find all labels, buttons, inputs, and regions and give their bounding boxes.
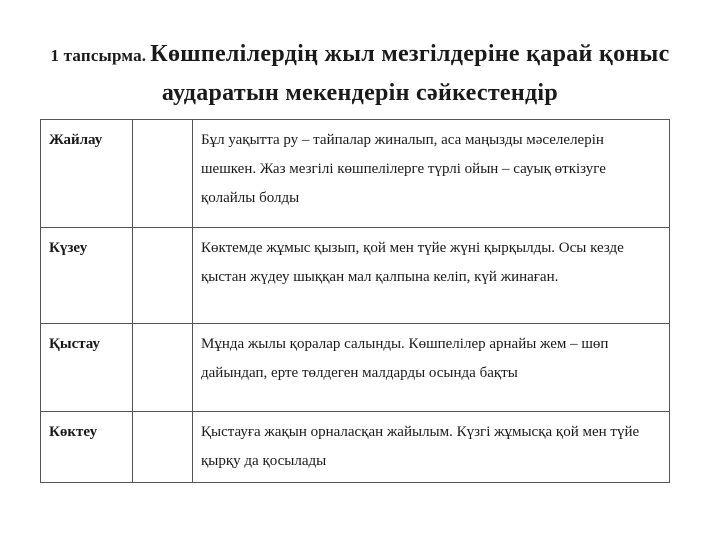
description-cell: Қыстауға жақын орналасқан жайылым. Күзгі жұмысқа қой мен түйе қырқу да қосылады bbox=[193, 412, 670, 483]
matching-table bbox=[40, 119, 670, 483]
season-term-cell: Жайлау bbox=[41, 120, 133, 228]
description-cell: Көктемде жұмыс қызып, қой мен түйе жүні қырқылды. Осы кезде қыстан жүдеу шыққан мал қалпына келіп, күй жинаған. bbox=[193, 228, 670, 324]
season-term-cell: Қыстау bbox=[41, 324, 133, 412]
description-cell: Бұл уақытта ру – тайпалар жиналып, аса маңызды мәселелерін шешкен. Жаз мезгілі көшпелілерге түрлі ойын – сауық өткізуге қолайлы болды bbox=[193, 120, 670, 228]
answer-blank-cell[interactable] bbox=[133, 228, 193, 324]
season-term-cell: Күзеу bbox=[41, 228, 133, 324]
heading-line-1 bbox=[30, 36, 690, 75]
season-term-cell: Көктеу bbox=[41, 412, 133, 483]
task-title-line-1: Көшпелілердің жыл мезгілдеріне қарай қоныс bbox=[150, 41, 670, 67]
answer-blank-cell[interactable] bbox=[133, 412, 193, 483]
answer-blank-cell[interactable] bbox=[133, 120, 193, 228]
task-number-label: 1 тапсырма. bbox=[50, 46, 147, 65]
table-row bbox=[41, 120, 670, 228]
task-heading bbox=[30, 36, 690, 111]
description-cell: Мұнда жылы қоралар салынды. Көшпелілер арнайы жем – шөп дайындап, ерте төлдеген малдарды осында бақты bbox=[193, 324, 670, 412]
table-row bbox=[41, 228, 670, 324]
table-row bbox=[41, 412, 670, 483]
answer-blank-cell[interactable] bbox=[133, 324, 193, 412]
table-row bbox=[41, 324, 670, 412]
task-title-line-2: аударатын мекендерін сәйкестендір bbox=[161, 80, 559, 106]
